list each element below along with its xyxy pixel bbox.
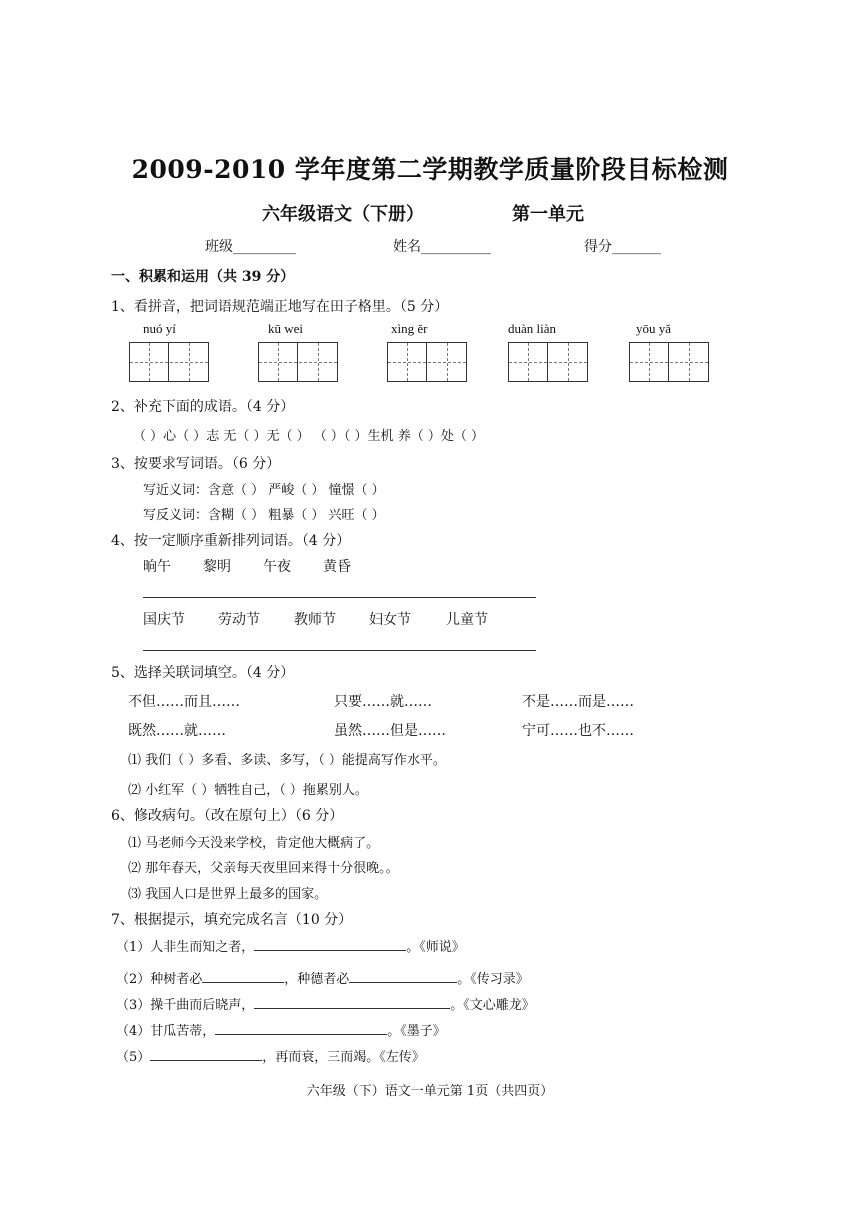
q5-item-2[interactable]: ⑵ 小红军（ ）牺牲自己，（ ）拖累别人。 bbox=[128, 783, 368, 798]
name-field[interactable]: 姓名__________ bbox=[393, 239, 491, 255]
q4-word: 教师节 bbox=[294, 612, 336, 628]
q1-prompt: 1、看拼音，把词语规范端正地写在田子格里。（5 分） bbox=[111, 299, 449, 315]
q4-word: 劳动节 bbox=[218, 612, 260, 628]
q5-option: 宁可……也不…… bbox=[522, 723, 634, 739]
pinyin-1: nuó yí bbox=[143, 321, 176, 336]
tian-grid-5[interactable] bbox=[629, 342, 709, 382]
q4-word: 妇女节 bbox=[369, 612, 411, 628]
fill-blank[interactable] bbox=[254, 994, 450, 1009]
q4-answer-line-1[interactable] bbox=[143, 597, 536, 598]
q7-line-4[interactable]: （4）甘瓜苦蒂， 。《墨子》 bbox=[116, 1020, 446, 1039]
q7-prompt: 7、根据提示，填充完成名言（10 分） bbox=[111, 912, 353, 928]
tian-grid-1[interactable] bbox=[129, 342, 209, 382]
q3-synonyms[interactable]: 写近义词：含意（ ） 严峻（ ） 憧憬（ ） bbox=[143, 483, 385, 498]
q6-sentence-2[interactable]: ⑵ 那年春天，父亲每天夜里回来得十分很晚。。 bbox=[128, 861, 399, 876]
q6-sentence-1[interactable]: ⑴ 马老师今天没来学校，肯定他大概病了。 bbox=[128, 836, 380, 851]
q5-option: 只要……就…… bbox=[334, 694, 432, 710]
tian-grid-3[interactable] bbox=[387, 342, 467, 382]
pinyin-4: duàn liàn bbox=[508, 321, 557, 336]
q6-sentence-3[interactable]: ⑶ 我国人口是世界上最多的国家。 bbox=[128, 887, 328, 902]
q6-prompt: 6、修改病句。（改在原句上）（6 分） bbox=[111, 808, 344, 824]
q3-prompt: 3、按要求写词语。（6 分） bbox=[111, 456, 281, 472]
pinyin-2: kū wei bbox=[268, 321, 304, 336]
q5-option: 不但……而且…… bbox=[128, 694, 240, 710]
q7-line-1[interactable]: （1）人非生而知之者， 。《师说》 bbox=[116, 936, 465, 955]
q3-antonyms[interactable]: 写反义词：含糊（ ） 粗暴（ ） 兴旺（ ） bbox=[143, 508, 385, 523]
fill-blank[interactable] bbox=[215, 1020, 387, 1035]
q7-line-3[interactable]: （3）操千曲而后晓声， 。《文心雕龙》 bbox=[116, 994, 535, 1013]
tian-grid-4[interactable] bbox=[508, 342, 588, 382]
q2-idioms[interactable]: （ ）心（ ）志 无（ ）无（ ） （ ）（ ）生机 养（ ）处（ ） bbox=[133, 429, 484, 444]
q7-line-5[interactable]: （5） ，再而衰，三而竭。《左传》 bbox=[116, 1046, 425, 1065]
pinyin-5: yōu yǎ bbox=[636, 321, 672, 336]
q4-word: 黎明 bbox=[203, 559, 231, 575]
page-footer: 六年级（下）语文一单元第 1页（共四页） bbox=[306, 1084, 554, 1099]
pinyin-3: xìng ěr bbox=[391, 321, 428, 336]
q5-item-1[interactable]: ⑴ 我们（ ）多看、多读、多写，（ ）能提高写作水平。 bbox=[128, 753, 446, 768]
q4-word: 午夜 bbox=[263, 559, 291, 575]
q4-word: 晌午 bbox=[143, 559, 171, 575]
q4-word: 儿童节 bbox=[446, 612, 488, 628]
fill-blank[interactable] bbox=[254, 936, 406, 951]
fill-blank[interactable] bbox=[150, 1046, 262, 1061]
exam-title: 2009-2010 学年度第二学期教学质量阶段目标检测 bbox=[131, 155, 729, 184]
tian-grid-2[interactable] bbox=[258, 342, 338, 382]
q5-prompt: 5、选择关联词填空。（4 分） bbox=[111, 665, 295, 681]
class-field[interactable]: 班级_________ bbox=[205, 239, 296, 255]
section-heading: 一、积累和运用（共 39 分） bbox=[111, 269, 295, 285]
q4-word: 国庆节 bbox=[143, 612, 185, 628]
q4-word: 黄昏 bbox=[323, 559, 351, 575]
exam-subtitle: 六年级语文（下册） bbox=[262, 204, 424, 225]
q5-option: 既然……就…… bbox=[128, 723, 226, 739]
score-field[interactable]: 得分_______ bbox=[584, 239, 661, 255]
q5-option: 虽然……但是…… bbox=[334, 723, 446, 739]
q7-line-2[interactable]: （2）种树者必 ，种德者必 。《传习录》 bbox=[116, 968, 529, 987]
exam-unit: 第一单元 bbox=[512, 204, 584, 225]
fill-blank[interactable] bbox=[349, 968, 457, 983]
fill-blank[interactable] bbox=[202, 968, 284, 983]
q4-answer-line-2[interactable] bbox=[143, 650, 536, 651]
q2-prompt: 2、补充下面的成语。（4 分） bbox=[111, 399, 295, 415]
q4-prompt: 4、按一定顺序重新排列词语。（4 分） bbox=[111, 533, 351, 549]
q5-option: 不是……而是…… bbox=[522, 694, 634, 710]
